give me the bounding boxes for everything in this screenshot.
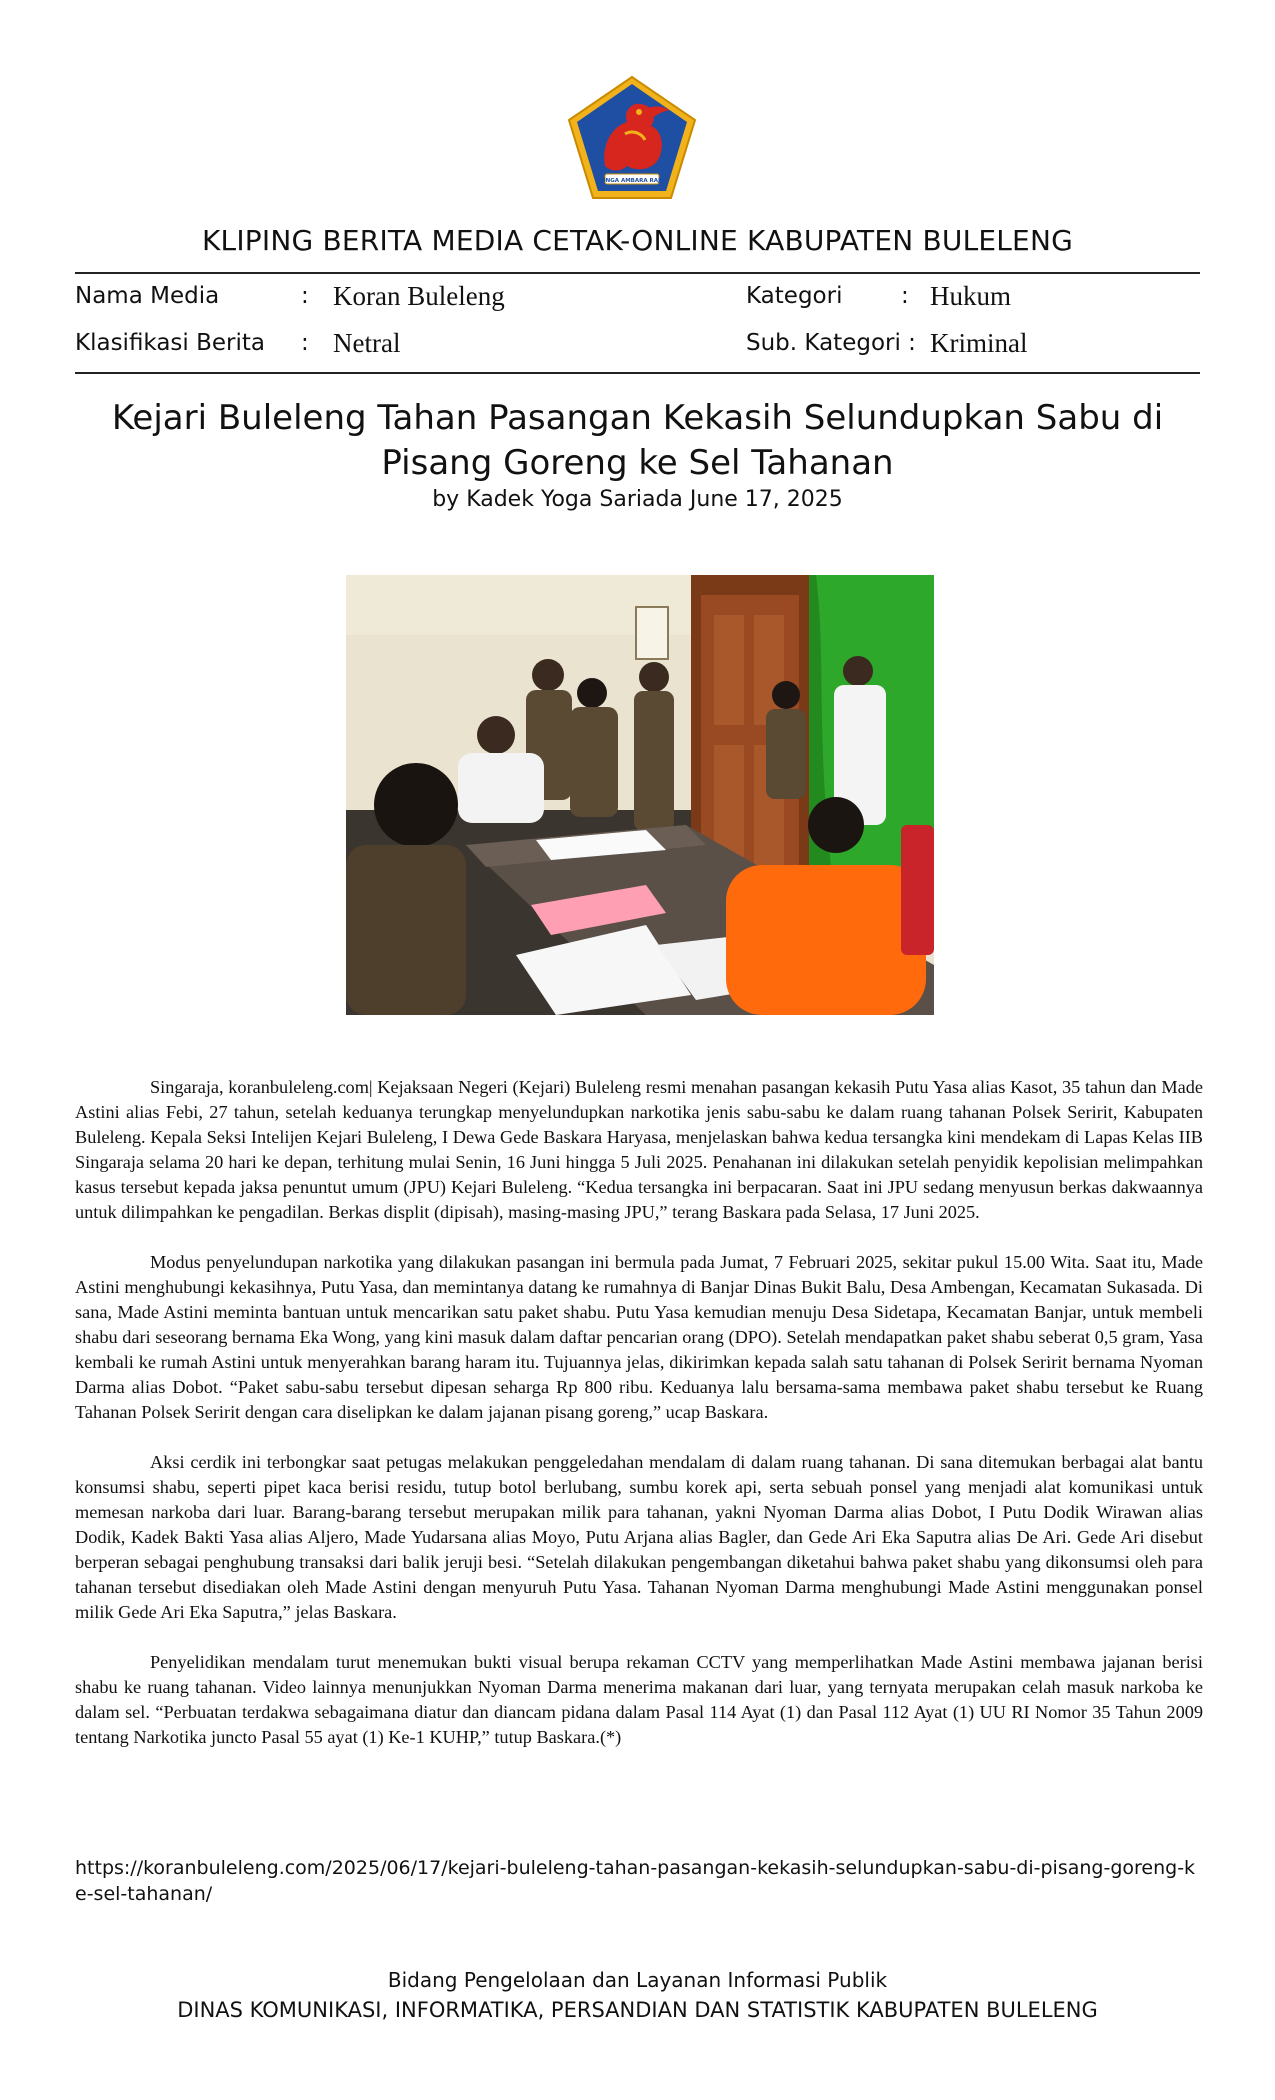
klasifikasi-berita-label: Klasifikasi Berita <box>75 330 266 356</box>
kategori-label: Kategori <box>746 283 843 309</box>
footer-agency: DINAS KOMUNIKASI, INFORMATIKA, PERSANDIAN DAN STATISTIK KABUPATEN BULELENG <box>177 1998 1098 2022</box>
buleleng-logo <box>565 74 699 202</box>
kategori-colon: : <box>901 283 909 309</box>
article-source-url[interactable]: https://koranbuleleng.com/2025/06/17/kejari-buleleng-tahan-pasangan-kekasih-selundupkan-sabu-di-pisang-goreng-ke-sel-tahanan/ <box>75 1857 1196 1905</box>
sub-kategori-value: Kriminal <box>930 328 1028 358</box>
klasifikasi-berita-value: Netral <box>333 328 401 358</box>
article-headline: Kejari Buleleng Tahan Pasangan Kekasih Selundupkan Sabu di Pisang Goreng ke Sel Tahanan <box>111 398 1164 483</box>
article-body <box>75 1075 1203 1775</box>
article-byline: by Kadek Yoga Sariada June 17, 2025 <box>432 487 843 512</box>
nama-media-value: Koran Buleleng <box>333 281 505 311</box>
logo-motto: SINGA AMBARA RAJA <box>599 178 665 184</box>
nama-media-label: Nama Media <box>75 283 220 309</box>
header-divider-top <box>75 272 1200 274</box>
nama-media-colon: : <box>301 283 309 309</box>
klasifikasi-berita-colon: : <box>301 330 309 356</box>
article-paragraph: Singaraja, koranbuleleng.com| Kejaksaan Negeri (Kejari) Buleleng resmi menahan pasangan kekasih Putu Yasa alias Kasot, 35 tahun dan Made Astini alias Febi, 27 tahun, setelah keduanya terungkap menyelundupkan narkotika jenis sabu-sabu ke dalam ruang tahanan Polsek Seririt, Kabupaten Buleleng. Kepala Seksi Intelijen Kejari Buleleng, I Dewa Gede Baskara Haryasa, menjelaskan bahwa kedua tersangka kini mendekam di Lapas Kelas IIB Singaraja selama 20 hari ke depan, terhitung mulai Senin, 16 Juni hingga 5 Juli 2025. Penahanan ini dilakukan setelah penyidik kepolisian melimpahkan kasus tersebut kepada jaksa penuntut umum (JPU) Kejari Buleleng. “Kedua tersangka ini berpacaran. Saat ini JPU sedang menyusun berkas dakwaannya untuk dilimpahkan ke pengadilan. Berkas displit (dipisah), masing-masing JPU,” terang Baskara pada Selasa, 17 Juni 2025. <box>75 1077 1203 1222</box>
article-paragraph: Penyelidikan mendalam turut menemukan bukti visual berupa rekaman CCTV yang memperlihatkan Made Astini membawa jajanan berisi shabu ke ruang tahanan. Video lainnya menunjukkan Nyoman Darma menerima makanan dari luar, yang ternyata merupakan celah masuk narkoba ke dalam sel. “Perbuatan terdakwa sebagaimana diatur dan diancam pidana dalam Pasal 114 Ayat (1) dan Pasal 112 Ayat (1) UU RI Nomor 35 Tahun 2009 tentang Narkotika juncto Pasal 55 ayat (1) Ke-1 KUHP,” tutup Baskara.(*) <box>75 1652 1203 1747</box>
article-paragraph: Modus penyelundupan narkotika yang dilakukan pasangan ini bermula pada Jumat, 7 Februari 2025, sekitar pukul 15.00 Wita. Saat itu, Made Astini menghubungi kekasihnya, Putu Yasa, dan memintanya datang ke rumahnya di Banjar Dinas Bukit Balu, Desa Ambengan, Kecamatan Sukasada. Di sana, Made Astini meminta bantuan untuk mencarikan satu paket shabu. Putu Yasa kemudian menuju Desa Sidetapa, Kecamatan Banjar, untuk membeli shabu dari seseorang bernama Eka Wong, yang kini masuk dalam daftar pencarian orang (DPO). Setelah mendapatkan paket shabu seberat 0,5 gram, Yasa kembali ke rumah Astini untuk menyerahkan barang haram itu. Tujuannya jelas, dikirimkan kepada salah satu tahanan di Polsek Seririt bernama Nyoman Darma alias Dobot. “Paket sabu-sabu tersebut dipesan seharga Rp 800 ribu. Keduanya lalu bersama-sama membawa paket shabu tersebut ke Ruang Tahanan Polsek Seririt dengan cara diselipkan ke dalam jajanan pisang goreng,” ucap Baskara. <box>75 1252 1203 1422</box>
news-photo <box>346 575 934 1015</box>
footer-department: Bidang Pengelolaan dan Layanan Informasi Publik <box>387 1968 888 1992</box>
header-divider-bottom <box>75 372 1200 374</box>
document-header-title: KLIPING BERITA MEDIA CETAK-ONLINE KABUPATEN BULELENG <box>201 224 1073 257</box>
kategori-value: Hukum <box>930 281 1011 311</box>
sub-kategori-label: Sub. Kategori : <box>746 330 916 356</box>
article-paragraph: Aksi cerdik ini terbongkar saat petugas melakukan penggeledahan mendalam di dalam ruang tahanan. Di sana ditemukan berbagai alat bantu konsumsi shabu, seperti pipet kaca berisi residu, tutup botol berlubang, sumbu korek api, serta sebuah ponsel yang menjadi alat komunikasi untuk memesan narkoba dari luar. Barang-barang tersebut merupakan milik para tahanan, yakni Nyoman Darma alias Dobot, I Putu Dodik Wirawan alias Dodik, Kadek Bakti Yasa alias Aljero, Made Yudarsana alias Moyo, Putu Arjana alias Bagler, dan Gede Ari Eka Saputra alias De Ari. Gede Ari disebut berperan sebagai penghubung transaksi dari balik jeruji besi. “Setelah dilakukan pengembangan diketahui bahwa paket shabu yang dikonsumsi oleh para tahanan tersebut disediakan oleh Made Astini dengan menyuruh Putu Yasa. Tahanan Nyoman Darma menghubungi Made Astini menggunakan ponsel milik Gede Ari Eka Saputra,” jelas Baskara. <box>75 1452 1203 1622</box>
